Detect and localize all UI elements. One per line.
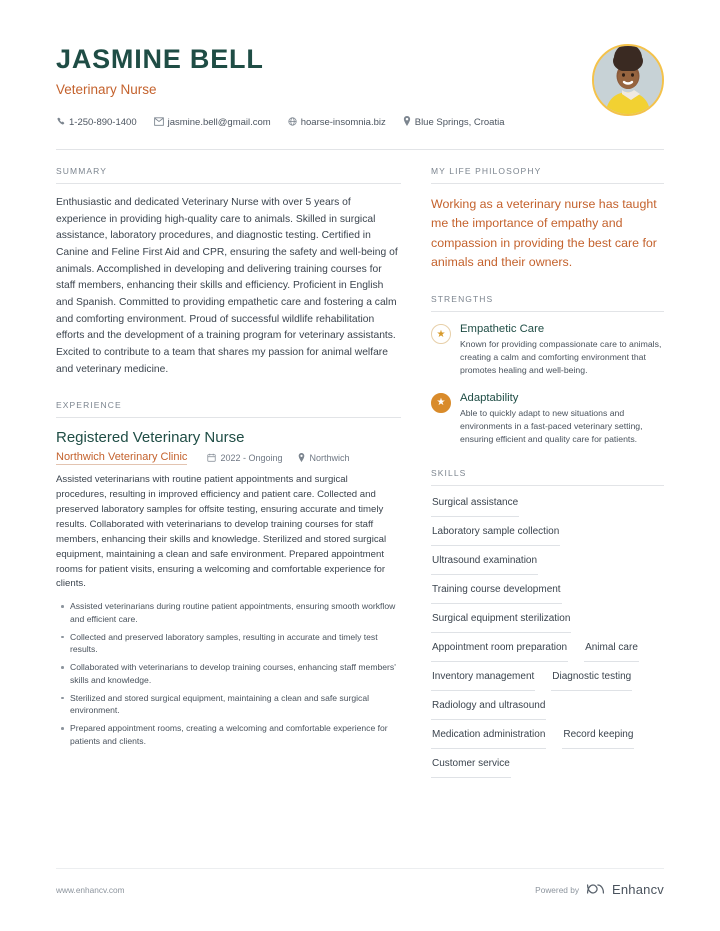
job-role-subtitle: Veterinary Nurse bbox=[56, 82, 157, 97]
resume-header bbox=[0, 0, 720, 128]
strength-description: Able to quickly adapt to new situations and environments in a fast-paced veterinary setting, ensuring efficient and quality care for patients. bbox=[460, 407, 643, 444]
philosophy-section bbox=[431, 166, 664, 272]
skills-section-title: SKILLS bbox=[431, 467, 467, 478]
envelope-icon bbox=[154, 117, 164, 128]
strength-title: Adaptability bbox=[460, 391, 519, 404]
skills-section bbox=[431, 468, 664, 787]
philosophy-divider bbox=[431, 183, 664, 184]
strength-description: Known for providing compassionate care to animals, creating a calm and comforting environment that promotes healing and well-being. bbox=[460, 339, 662, 376]
experience-location-text: Northwich bbox=[309, 453, 350, 464]
page-footer bbox=[0, 882, 720, 897]
summary-section bbox=[56, 166, 401, 378]
summary-section-title: SUMMARY bbox=[56, 166, 107, 176]
experience-bullet-list bbox=[56, 600, 401, 747]
star-outline-icon: ★ bbox=[431, 324, 451, 344]
experience-company[interactable]: Northwich Veterinary Clinic bbox=[56, 451, 188, 464]
experience-meta-row bbox=[56, 451, 401, 465]
skill-tag: Medication administration bbox=[431, 729, 546, 749]
strengths-divider bbox=[431, 311, 664, 312]
brand-name: Enhancv bbox=[612, 882, 664, 897]
strengths-section bbox=[431, 294, 664, 445]
contact-location-text: Blue Springs, Croatia bbox=[414, 116, 505, 128]
location-pin-icon bbox=[403, 116, 411, 128]
strengths-section-title: STRENGTHS bbox=[431, 294, 494, 305]
list-item: Assisted veterinarians during routine patient appointments, ensuring smooth workflow and efficient care. bbox=[70, 600, 401, 625]
contact-location bbox=[403, 116, 505, 128]
contact-website[interactable] bbox=[288, 117, 386, 128]
contact-website-text: hoarse-insomnia.biz bbox=[300, 116, 386, 128]
contact-row bbox=[56, 116, 664, 128]
skill-tag: Animal care bbox=[584, 642, 639, 662]
skills-list bbox=[431, 497, 664, 787]
skill-tag: Diagnostic testing bbox=[551, 671, 632, 691]
star-filled-icon: ★ bbox=[431, 393, 451, 413]
phone-icon bbox=[56, 117, 65, 128]
avatar bbox=[592, 44, 664, 116]
list-item: Sterilized and stored surgical equipment, maintaining a clean and safe surgical environment. bbox=[70, 692, 401, 717]
summary-text: Enthusiastic and dedicated Veterinary Nurse with over 5 years of experience in providing high-quality care to animals. Skilled in surgical assistance, laboratory procedures, and diagnostic testing. Certified in Canine and Feline First Aid and CPR, ensuring the safety and well-being of animals. Accomplished in developing and delivering training courses for staff members, enhancing their skills and efficiency. Proficient in English and Spanish. Committed to providing empathetic care and fostering a calm and comforting environment. Proud of successful wildlife rehabilitation efforts and the development of a training program for veterinary assistants. Excited to contribute to a team that shares my passion for animal welfare and veterinary medicine. bbox=[56, 197, 398, 375]
skill-tag: Record keeping bbox=[562, 729, 634, 749]
skill-tag: Surgical equipment sterilization bbox=[431, 613, 571, 633]
skills-divider bbox=[431, 485, 664, 486]
experience-location bbox=[298, 453, 349, 464]
experience-section-title: EXPERIENCE bbox=[56, 400, 122, 411]
contact-email-text: jasmine.bell@gmail.com bbox=[167, 116, 271, 128]
contact-email[interactable] bbox=[154, 117, 271, 128]
enhancv-logo-icon bbox=[586, 883, 605, 897]
powered-by-label: Powered by bbox=[535, 884, 579, 895]
strength-item bbox=[431, 323, 664, 377]
calendar-icon bbox=[207, 453, 216, 464]
summary-divider bbox=[56, 183, 401, 184]
left-column bbox=[56, 166, 401, 769]
list-item: Collected and preserved laboratory samples, resulting in accurate and timely test results. bbox=[70, 631, 401, 656]
skill-tag: Ultrasound examination bbox=[431, 555, 538, 575]
skill-tag: Appointment room preparation bbox=[431, 642, 568, 662]
page-title: JASMINE BELL bbox=[56, 44, 264, 74]
philosophy-text: Working as a veterinary nurse has taught me the importance of empathy and compassion in providing the best care for animals and their owners. bbox=[431, 197, 657, 270]
strength-item bbox=[431, 392, 664, 446]
skill-tag: Training course development bbox=[431, 584, 562, 604]
strength-title: Empathetic Care bbox=[460, 323, 545, 336]
experience-item bbox=[56, 429, 401, 747]
experience-job-title: Registered Veterinary Nurse bbox=[56, 429, 245, 447]
experience-divider bbox=[56, 417, 401, 418]
skill-tag: Customer service bbox=[431, 758, 511, 778]
footer-divider bbox=[56, 868, 664, 869]
skill-tag: Surgical assistance bbox=[431, 497, 519, 517]
contact-phone[interactable] bbox=[56, 117, 137, 128]
list-item: Prepared appointment rooms, creating a welcoming and comfortable experience for patients and clients. bbox=[70, 722, 401, 747]
skill-tag: Laboratory sample collection bbox=[431, 526, 560, 546]
list-item: Collaborated with veterinarians to develop training courses, enhancing staff members' skills and knowledge. bbox=[70, 661, 401, 686]
right-column bbox=[431, 166, 664, 809]
link-icon bbox=[288, 117, 297, 128]
skill-tag: Radiology and ultrasound bbox=[431, 700, 546, 720]
content-columns bbox=[0, 150, 720, 809]
experience-section bbox=[56, 400, 401, 747]
powered-by bbox=[535, 882, 664, 897]
skill-tag: Inventory management bbox=[431, 671, 535, 691]
experience-dates-text: 2022 - Ongoing bbox=[220, 453, 283, 464]
experience-dates bbox=[207, 453, 282, 464]
contact-phone-text: 1-250-890-1400 bbox=[69, 116, 137, 128]
philosophy-section-title: MY LIFE PHILOSOPHY bbox=[431, 166, 542, 176]
location-pin-icon bbox=[298, 453, 305, 464]
experience-description: Assisted veterinarians with routine patient appointments and surgical procedures, resulting in improved efficiency and patient care. Collected and preserved laboratory samples for offsite testing, ensuring accurate and timely results. Collaborated with veterinarians to develop training courses for staff members, enhancing their skills and knowledge. Sterilized and stored surgical equipment, maintaining a clean and safe environment. Prepared appointment rooms for patient visits, ensuring a welcoming and comfortable experience for clients. bbox=[56, 474, 387, 590]
footer-website-url[interactable]: www.enhancv.com bbox=[56, 884, 125, 895]
